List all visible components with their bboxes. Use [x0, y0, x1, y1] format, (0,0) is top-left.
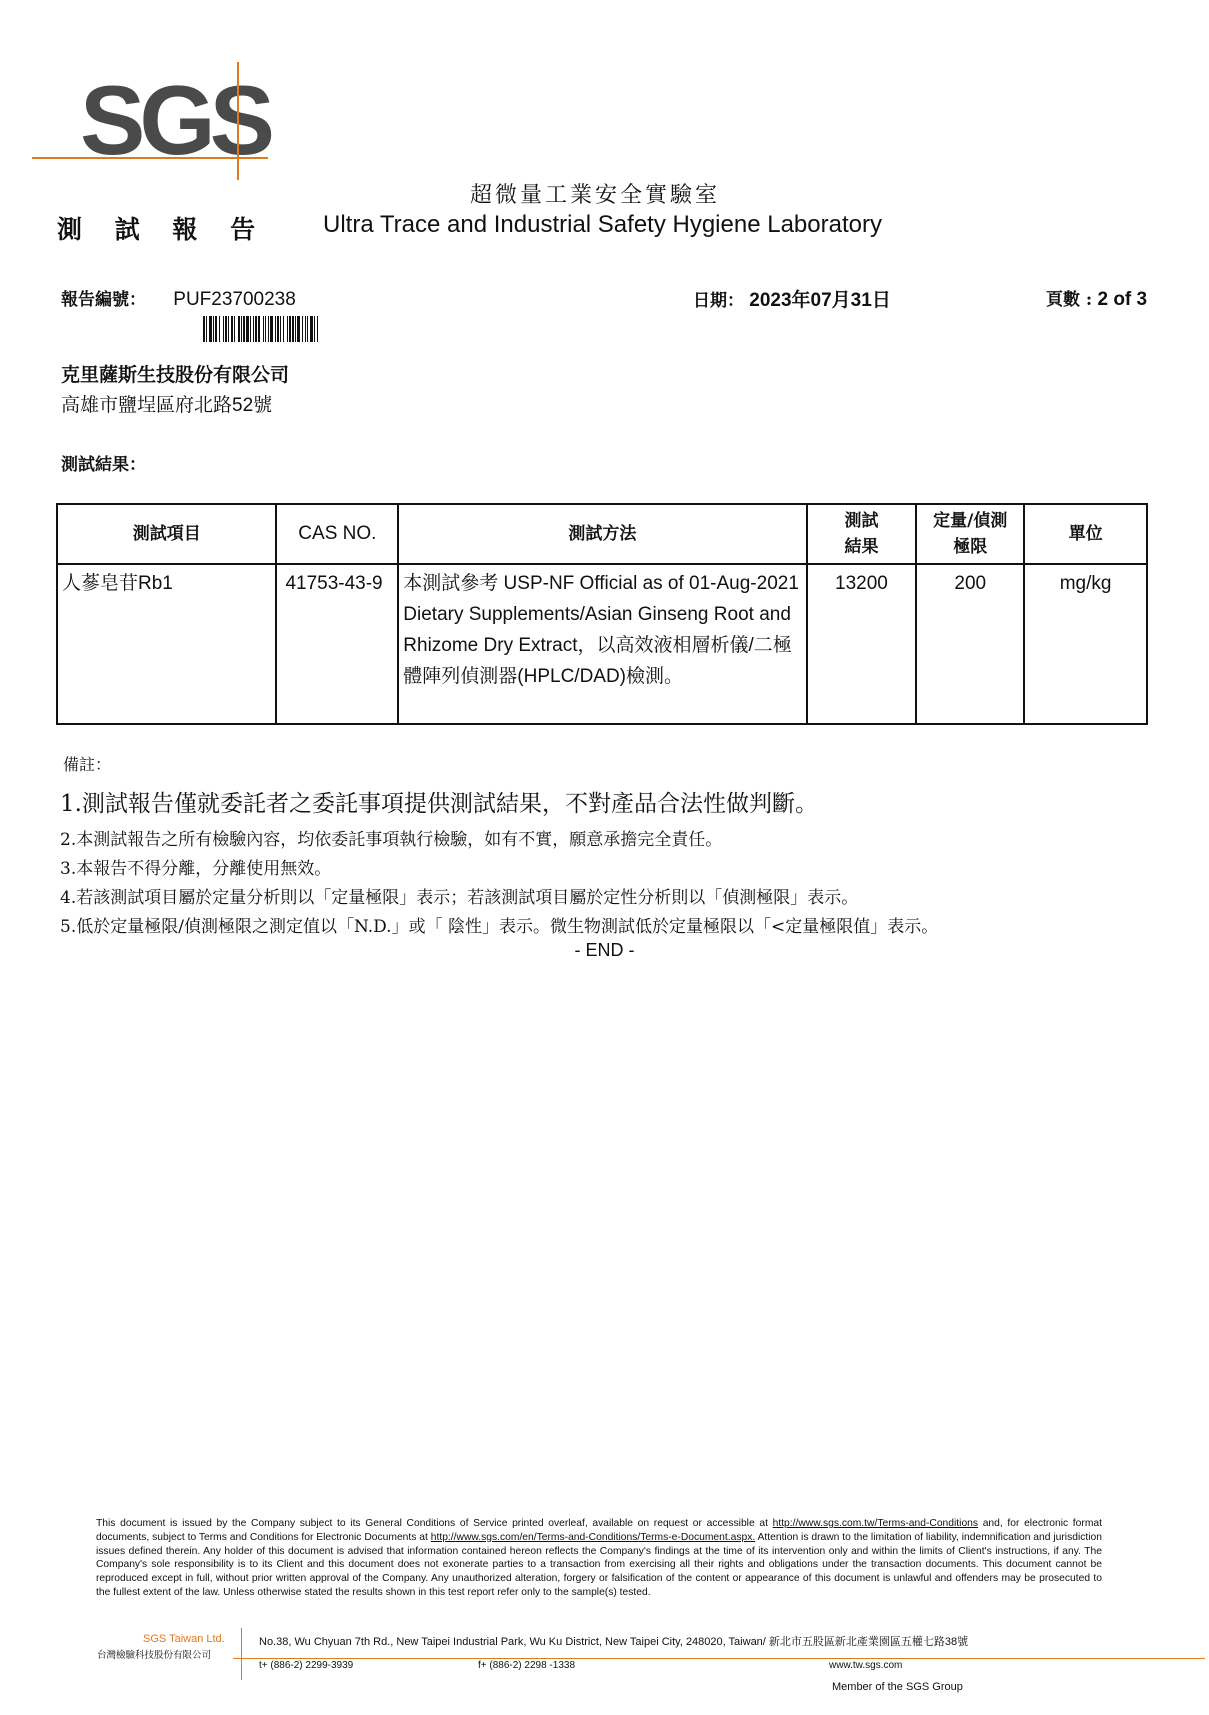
report-number	[61, 285, 296, 311]
footer-divider-vertical	[241, 1628, 242, 1680]
footer-company-cn: 台灣檢驗科技股份有限公司	[97, 1650, 212, 1661]
disclaimer-text: Attention is drawn to the limitation of liability, indemnification and jurisdiction issues defined therein. Any holder of this document is advised that information contained hereon reflects the Company's findings at the time of its intervention only and within the limits of Client's instructions, if any. The Company's sole responsibility is to its Client and this document does not exonerate parties to a transaction from exercising all their rights and obligations under the transaction documents. This document cannot be reproduced except in full, without prior written approval of the Company. Any unauthorized alteration, forgery or falsification of the content or appearance of this document is unlawful and offenders may be prosecuted to the fullest extent of the law. Unless otherwise stated the results shown in this test report refer only to the sample(s) tested.	[96, 1531, 1102, 1598]
cell-method: 本測試參考 USP-NF Official as of 01-Aug-2021 Dietary Supplements/Asian Ginseng Root and Rhizome Dry Extract，以高效液相層析儀/二極體陣列偵測器(HPLC/DAD)檢測。	[398, 564, 806, 724]
client-address: 高雄市鹽埕區府北路52號	[61, 395, 273, 416]
footer-website: www.tw.sgs.com	[829, 1660, 903, 1671]
e-document-terms-link[interactable]: http://www.sgs.com/en/Terms-and-Conditions/Terms-e-Document.aspx.	[430, 1531, 756, 1543]
page-count-value: 2 of 3	[1097, 289, 1148, 310]
cell-result: 13200	[807, 564, 917, 724]
header-limit-line2: 極限	[953, 537, 988, 557]
client-company: 克里薩斯生技股份有限公司	[61, 365, 290, 386]
header-item: 測試項目	[57, 504, 276, 564]
report-number-value: PUF23700238	[173, 289, 296, 310]
table-header-row	[57, 504, 1147, 564]
note-item: 4.若該測試項目屬於定量分析則以「定量極限」表示；若該測試項目屬於定性分析則以「偵測極限」表示。	[60, 888, 859, 908]
page-count-label: 頁數 :	[1046, 290, 1093, 310]
sgs-logo	[32, 62, 297, 187]
report-date	[693, 285, 891, 312]
footer-company-en: SGS Taiwan Ltd.	[143, 1633, 225, 1645]
disclaimer-text: This document is issued by the Company subject to its General Conditions of Service printed overleaf, available on request or accessible at	[96, 1518, 773, 1529]
terms-link[interactable]: http://www.sgs.com.tw/Terms-and-Conditions	[772, 1518, 979, 1529]
disclaimer-text: and, for electronic format documents, subject to Terms and Conditions for Electronic Documents at	[96, 1518, 1102, 1543]
note-item: 5.低於定量極限/偵測極限之測定值以「N.D.」或「 陰性」表示。微生物測試低於定量極限以「<定量極限值」表示。	[60, 917, 939, 937]
footer-address: No.38, Wu Chyuan 7th Rd., New Taipei Industrial Park, Wu Ku District, New Taipei City, 248020, Taiwan/ 新北市五股區新北產業園區五權七路38號	[259, 1636, 969, 1648]
barcode	[203, 316, 421, 342]
report-date-label: 日期：	[693, 291, 744, 311]
lab-name-cn: 超微量工業安全實驗室	[470, 183, 721, 208]
footer-member: Member of the SGS Group	[832, 1681, 963, 1693]
header-result-line2: 結果	[844, 537, 879, 557]
report-number-label: 報告編號：	[61, 290, 146, 310]
header-result	[807, 504, 917, 564]
page-count	[1046, 285, 1147, 311]
header-limit	[916, 504, 1024, 564]
report-heading: 測 試 報 告	[57, 215, 268, 244]
table-row	[57, 564, 1147, 724]
footer-phone: t+ (886-2) 2299-3939	[259, 1660, 354, 1671]
cell-unit: mg/kg	[1024, 564, 1147, 724]
cell-limit: 200	[916, 564, 1024, 724]
header-result-line1: 測試	[844, 511, 879, 531]
results-label: 測試結果：	[61, 455, 146, 475]
sgs-logo-text: SGS	[80, 65, 269, 175]
end-marker: - END -	[574, 940, 635, 960]
report-date-value: 2023年07月31日	[749, 290, 891, 311]
notes-label: 備註：	[63, 755, 112, 774]
lab-name-en: Ultra Trace and Industrial Safety Hygiene Laboratory	[323, 211, 882, 238]
header-cas: CAS NO.	[276, 504, 398, 564]
cell-cas: 41753-43-9	[276, 564, 398, 724]
header-method: 測試方法	[398, 504, 806, 564]
header-unit: 單位	[1024, 504, 1147, 564]
note-item: 2.本測試報告之所有檢驗內容，均依委託事項執行檢驗，如有不實，願意承擔完全責任。	[60, 830, 723, 850]
note-item: 3.本報告不得分離，分離使用無效。	[60, 859, 332, 879]
cell-item: 人蔘皂苷Rb1	[57, 564, 276, 724]
results-table	[56, 503, 1148, 725]
disclaimer	[96, 1517, 1102, 1600]
footer-fax: f+ (886-2) 2298 -1338	[478, 1660, 576, 1671]
note-item: 1.測試報告僅就委託者之委託事項提供測試結果，不對產品合法性做判斷。	[60, 791, 818, 817]
footer-divider	[233, 1658, 1205, 1659]
header-limit-line1: 定量/偵測	[933, 511, 1008, 531]
